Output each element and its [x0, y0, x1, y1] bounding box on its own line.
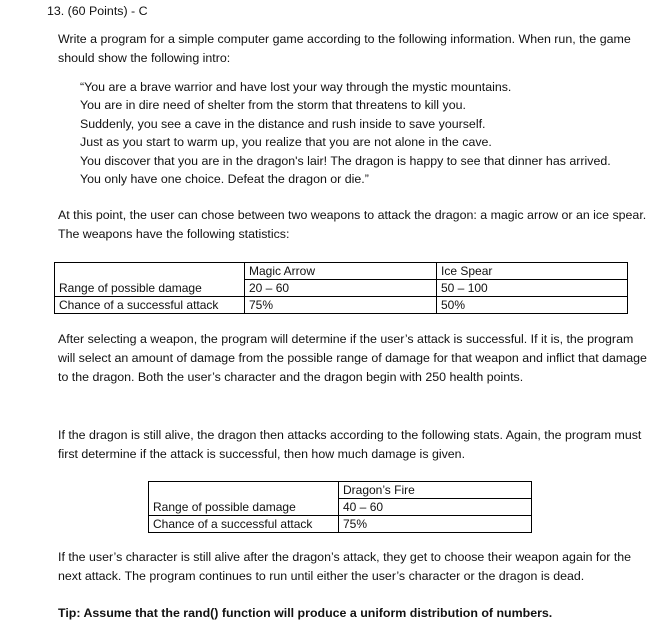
table-header-row	[55, 263, 628, 280]
attack-resolution-paragraph: After selecting a weapon, the program will determine if the user’s attack is successful. If it is, the program will select an amount of damage from the possible range of damage for that weapon and inflict that damage to the dragon. Both the user’s character and the dragon begin with 250 health points.	[58, 332, 647, 384]
table-row-label: Range of possible damage	[55, 280, 245, 297]
table-header-cell: Ice Spear	[437, 263, 628, 280]
table-cell: 75%	[339, 516, 532, 533]
dragon-fire-table	[148, 481, 532, 533]
intro-paragraph: Write a program for a simple computer game according to the following information. When run, the game should show the following intro:	[58, 32, 631, 65]
table-cell: 40 – 60	[339, 499, 532, 516]
table-row	[55, 280, 628, 297]
dragon-attack-paragraph: If the dragon is still alive, the dragon then attacks according to the following stats. Again, the program must first determine if the attack is successful, then how much damage is given.	[58, 428, 642, 461]
weapons-stats-table	[54, 262, 628, 314]
quote-line: Just as you start to warm up, you realize that you are not alone in the cave.	[80, 135, 492, 149]
table-header-cell: Magic Arrow	[245, 263, 437, 280]
table-row	[149, 516, 532, 533]
table-row	[149, 499, 532, 516]
table-row	[55, 297, 628, 314]
question-heading: 13. (60 Points) - C	[47, 4, 148, 18]
table-row-label: Chance of a successful attack	[149, 516, 339, 533]
table-cell	[55, 263, 245, 280]
table-cell: 75%	[245, 297, 437, 314]
weapon-choice-paragraph: At this point, the user can chose between two weapons to attack the dragon: a magic arrow or an ice spear. The weapons have the following statistics:	[58, 208, 647, 241]
quote-line: You are in dire need of shelter from the storm that threatens to kill you.	[80, 98, 466, 112]
tip-note: Tip: Assume that the rand() function will produce a uniform distribution of numbers.	[58, 606, 553, 620]
table-row-label: Chance of a successful attack	[55, 297, 245, 314]
table-header-row	[149, 482, 532, 499]
quote-line: Suddenly, you see a cave in the distance and rush inside to save yourself.	[80, 117, 486, 131]
quote-line: “You are a brave warrior and have lost your way through the mystic mountains.	[80, 80, 512, 94]
table-cell: 50 – 100	[437, 280, 628, 297]
table-header-cell: Dragon’s Fire	[339, 482, 532, 499]
table-cell	[149, 482, 339, 499]
table-row-label: Range of possible damage	[149, 499, 339, 516]
continuation-paragraph: If the user’s character is still alive after the dragon’s attack, they get to choose their weapon again for the next attack. The program continues to run until either the user’s character or the dragon is dead.	[58, 550, 632, 583]
quote-line: You only have one choice. Defeat the dragon or die.”	[80, 172, 369, 186]
table-cell: 50%	[437, 297, 628, 314]
quote-line: You discover that you are in the dragon's lair! The dragon is happy to see that dinner has arrived.	[80, 154, 611, 168]
table-cell: 20 – 60	[245, 280, 437, 297]
